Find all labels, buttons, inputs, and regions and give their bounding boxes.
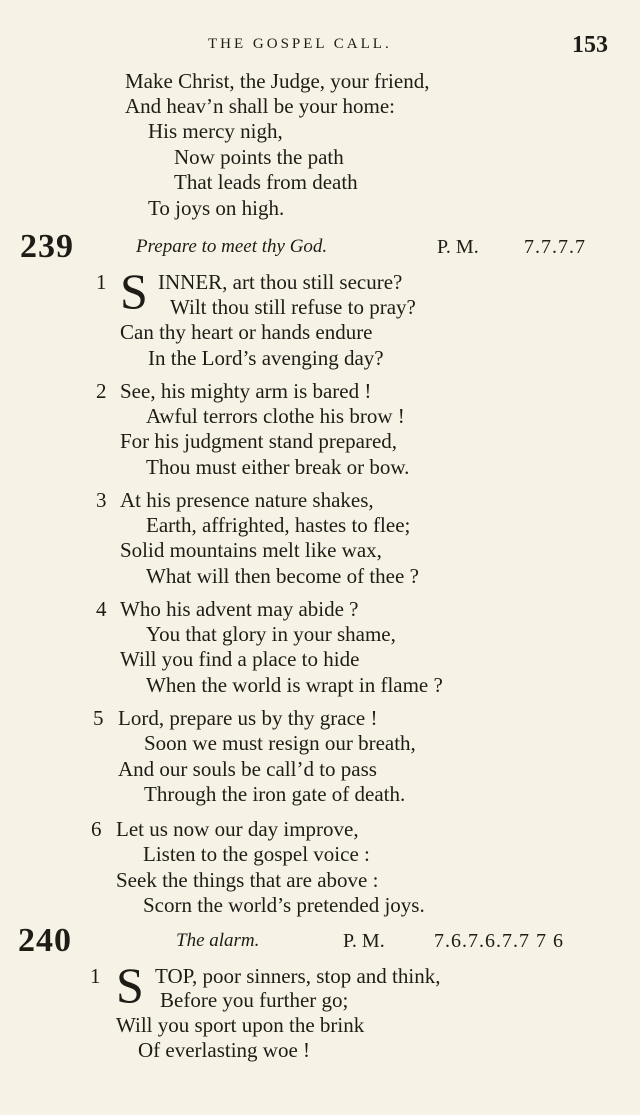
verse-number: 6 — [91, 817, 102, 841]
hymn-meter-label: P. M. — [437, 236, 479, 258]
continuation-line-4: Now points the path — [174, 145, 344, 169]
verse-number: 4 — [96, 597, 107, 621]
continuation-line-6: To joys on high. — [148, 196, 285, 220]
verse-line: At his presence nature shakes, — [120, 488, 374, 512]
verse-line: Will you sport upon the brink — [116, 1013, 365, 1037]
verse-line: Awful terrors clothe his brow ! — [146, 404, 405, 428]
verse-line: Lord, prepare us by thy grace ! — [118, 706, 378, 730]
verse-number: 1 — [90, 964, 101, 988]
verse-line: Seek the things that are above : — [116, 868, 379, 892]
running-title: THE GOSPEL CALL. — [208, 36, 392, 52]
hymn-title: The alarm. — [176, 930, 260, 951]
verse-line: What will then become of thee ? — [146, 564, 419, 588]
verse-number: 1 — [96, 270, 107, 294]
hymn-number: 240 — [18, 922, 72, 959]
verse-line: INNER, art thou still secure? — [158, 270, 403, 294]
running-head — [0, 34, 640, 58]
verse-line: See, his mighty arm is bared ! — [120, 379, 372, 403]
verse-line: Wilt thou still refuse to pray? — [170, 295, 416, 319]
verse-line: Scorn the world’s pretended joys. — [143, 893, 425, 917]
dropcap: S — [120, 263, 148, 319]
verse-number: 2 — [96, 379, 107, 403]
verse-line: Earth, affrighted, hastes to flee; — [146, 513, 411, 537]
hymn-meter: 7.7.7.7 — [524, 236, 586, 258]
hymn-number: 239 — [20, 228, 74, 265]
continuation-line-5: That leads from death — [174, 170, 358, 194]
verse-line: You that glory in your shame, — [146, 622, 396, 646]
hymn-240-header — [0, 922, 640, 958]
verse-line: Listen to the gospel voice : — [143, 842, 370, 866]
verse-line: Will you find a place to hide — [120, 647, 360, 671]
continuation-line-3: His mercy nigh, — [148, 119, 283, 143]
verse-line: Who his advent may abide ? — [120, 597, 359, 621]
verse-line: In the Lord’s avenging day? — [148, 346, 384, 370]
verse-line: Soon we must resign our breath, — [144, 731, 416, 755]
verse-line: TOP, poor sinners, stop and think, — [155, 964, 441, 988]
hymn-239-header — [0, 228, 640, 264]
verse-line: Before you further go; — [160, 988, 349, 1012]
verse-line: Let us now our day improve, — [116, 817, 359, 841]
verse-line: Thou must either break or bow. — [146, 455, 410, 479]
page-number: 153 — [572, 32, 608, 58]
verse-line: Solid mountains melt like wax, — [120, 538, 382, 562]
verse-line: For his judgment stand prepared, — [120, 429, 398, 453]
verse-number: 5 — [93, 706, 104, 730]
verse-line: Of everlasting woe ! — [138, 1038, 311, 1062]
continuation-line-2: And heav’n shall be your home: — [125, 94, 396, 118]
hymn-meter-label: P. M. — [343, 930, 385, 952]
continuation-line-1: Make Christ, the Judge, your friend, — [125, 69, 430, 93]
verse-number: 3 — [96, 488, 107, 512]
hymn-meter: 7.6.7.6.7.7 7 6 — [434, 930, 564, 952]
hymn-title: Prepare to meet thy God. — [136, 236, 328, 257]
verse-line: And our souls be call’d to pass — [118, 757, 377, 781]
dropcap: S — [116, 957, 144, 1013]
verse-line: Can thy heart or hands endure — [120, 320, 373, 344]
verse-line: Through the iron gate of death. — [144, 782, 406, 806]
verse-line: When the world is wrapt in flame ? — [146, 673, 443, 697]
